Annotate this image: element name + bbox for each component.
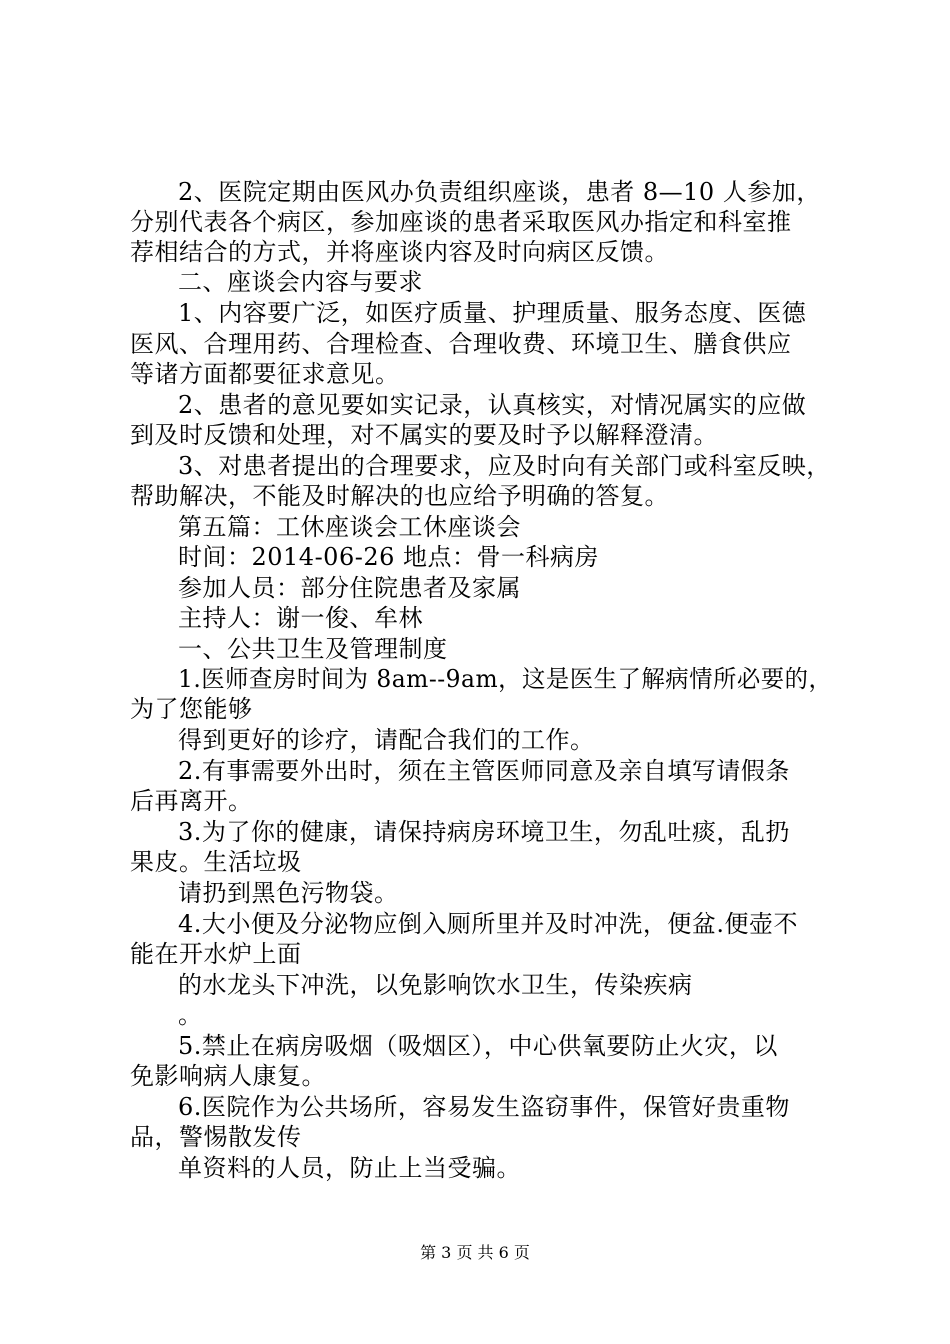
text-line: 请扔到黑色污物袋。 <box>178 879 399 907</box>
text-line: 品，警惕散发传 <box>130 1123 302 1151</box>
page-number-footer: 第 3 页 共 6 页 <box>420 1243 530 1262</box>
text-line: 荐相结合的方式，并将座谈内容及时向病区反馈。 <box>130 238 669 266</box>
section-heading: 二、座谈会内容与要求 <box>178 268 423 296</box>
text-line: 。 <box>178 1001 203 1029</box>
text-line: 的水龙头下冲洗，以免影响饮水卫生，传染疾病 <box>178 971 693 999</box>
text-line: 2、患者的意见要如实记录，认真核实，对情况属实的应做 <box>178 391 807 419</box>
text-line: 3.为了你的健康，请保持病房环境卫生，勿乱吐痰，乱扔 <box>178 818 790 846</box>
text-line: 后再离开。 <box>130 787 253 815</box>
text-line: 到及时反馈和处理，对不属实的要及时予以解释澄清。 <box>130 421 718 449</box>
meeting-attendees: 参加人员：部分住院患者及家属 <box>178 574 521 602</box>
text-line: 2、医院定期由医风办负责组织座谈，患者 8—10 人参加， <box>178 178 821 206</box>
meeting-time: 时间：2014-06-26 地点：骨一科病房 <box>178 543 600 571</box>
text-line: 等诸方面都要征求意见。 <box>130 360 400 388</box>
text-line: 得到更好的诊疗，请配合我们的工作。 <box>178 726 595 754</box>
text-line: 4.大小便及分泌物应倒入厕所里并及时冲洗，便盆.便壶不 <box>178 910 799 938</box>
text-line: 1、内容要广泛，如医疗质量、护理质量、服务态度、医德 <box>178 299 807 327</box>
text-line: 医风、合理用药、合理检查、合理收费、环境卫生、膳食供应 <box>130 330 792 358</box>
text-line: 5.禁止在病房吸烟（吸烟区），中心供氧要防止火灾，以 <box>178 1032 778 1060</box>
text-line: 1.医师查房时间为 8am--9am，这是医生了解病情所必要的， <box>178 665 833 693</box>
meeting-host: 主持人：谢一俊、牟林 <box>178 604 423 632</box>
text-line: 3、对患者提出的合理要求，应及时向有关部门或科室反映， <box>178 452 831 480</box>
text-line: 帮助解决，不能及时解决的也应给予明确的答复。 <box>130 482 669 510</box>
text-line: 2.有事需要外出时，须在主管医师同意及亲自填写请假条 <box>178 757 790 785</box>
text-line: 分别代表各个病区，参加座谈的患者采取医风办指定和科室推 <box>130 208 792 236</box>
chapter-title: 第五篇：工休座谈会工休座谈会 <box>178 513 521 541</box>
text-line: 为了您能够 <box>130 695 253 723</box>
text-line: 果皮。生活垃圾 <box>130 848 302 876</box>
text-line: 6.医院作为公共场所，容易发生盗窃事件，保管好贵重物 <box>178 1093 790 1121</box>
text-line: 能在开水炉上面 <box>130 940 302 968</box>
section-heading: 一、公共卫生及管理制度 <box>178 635 448 663</box>
text-line: 单资料的人员，防止上当受骗。 <box>178 1154 521 1182</box>
text-line: 免影响病人康复。 <box>130 1062 326 1090</box>
